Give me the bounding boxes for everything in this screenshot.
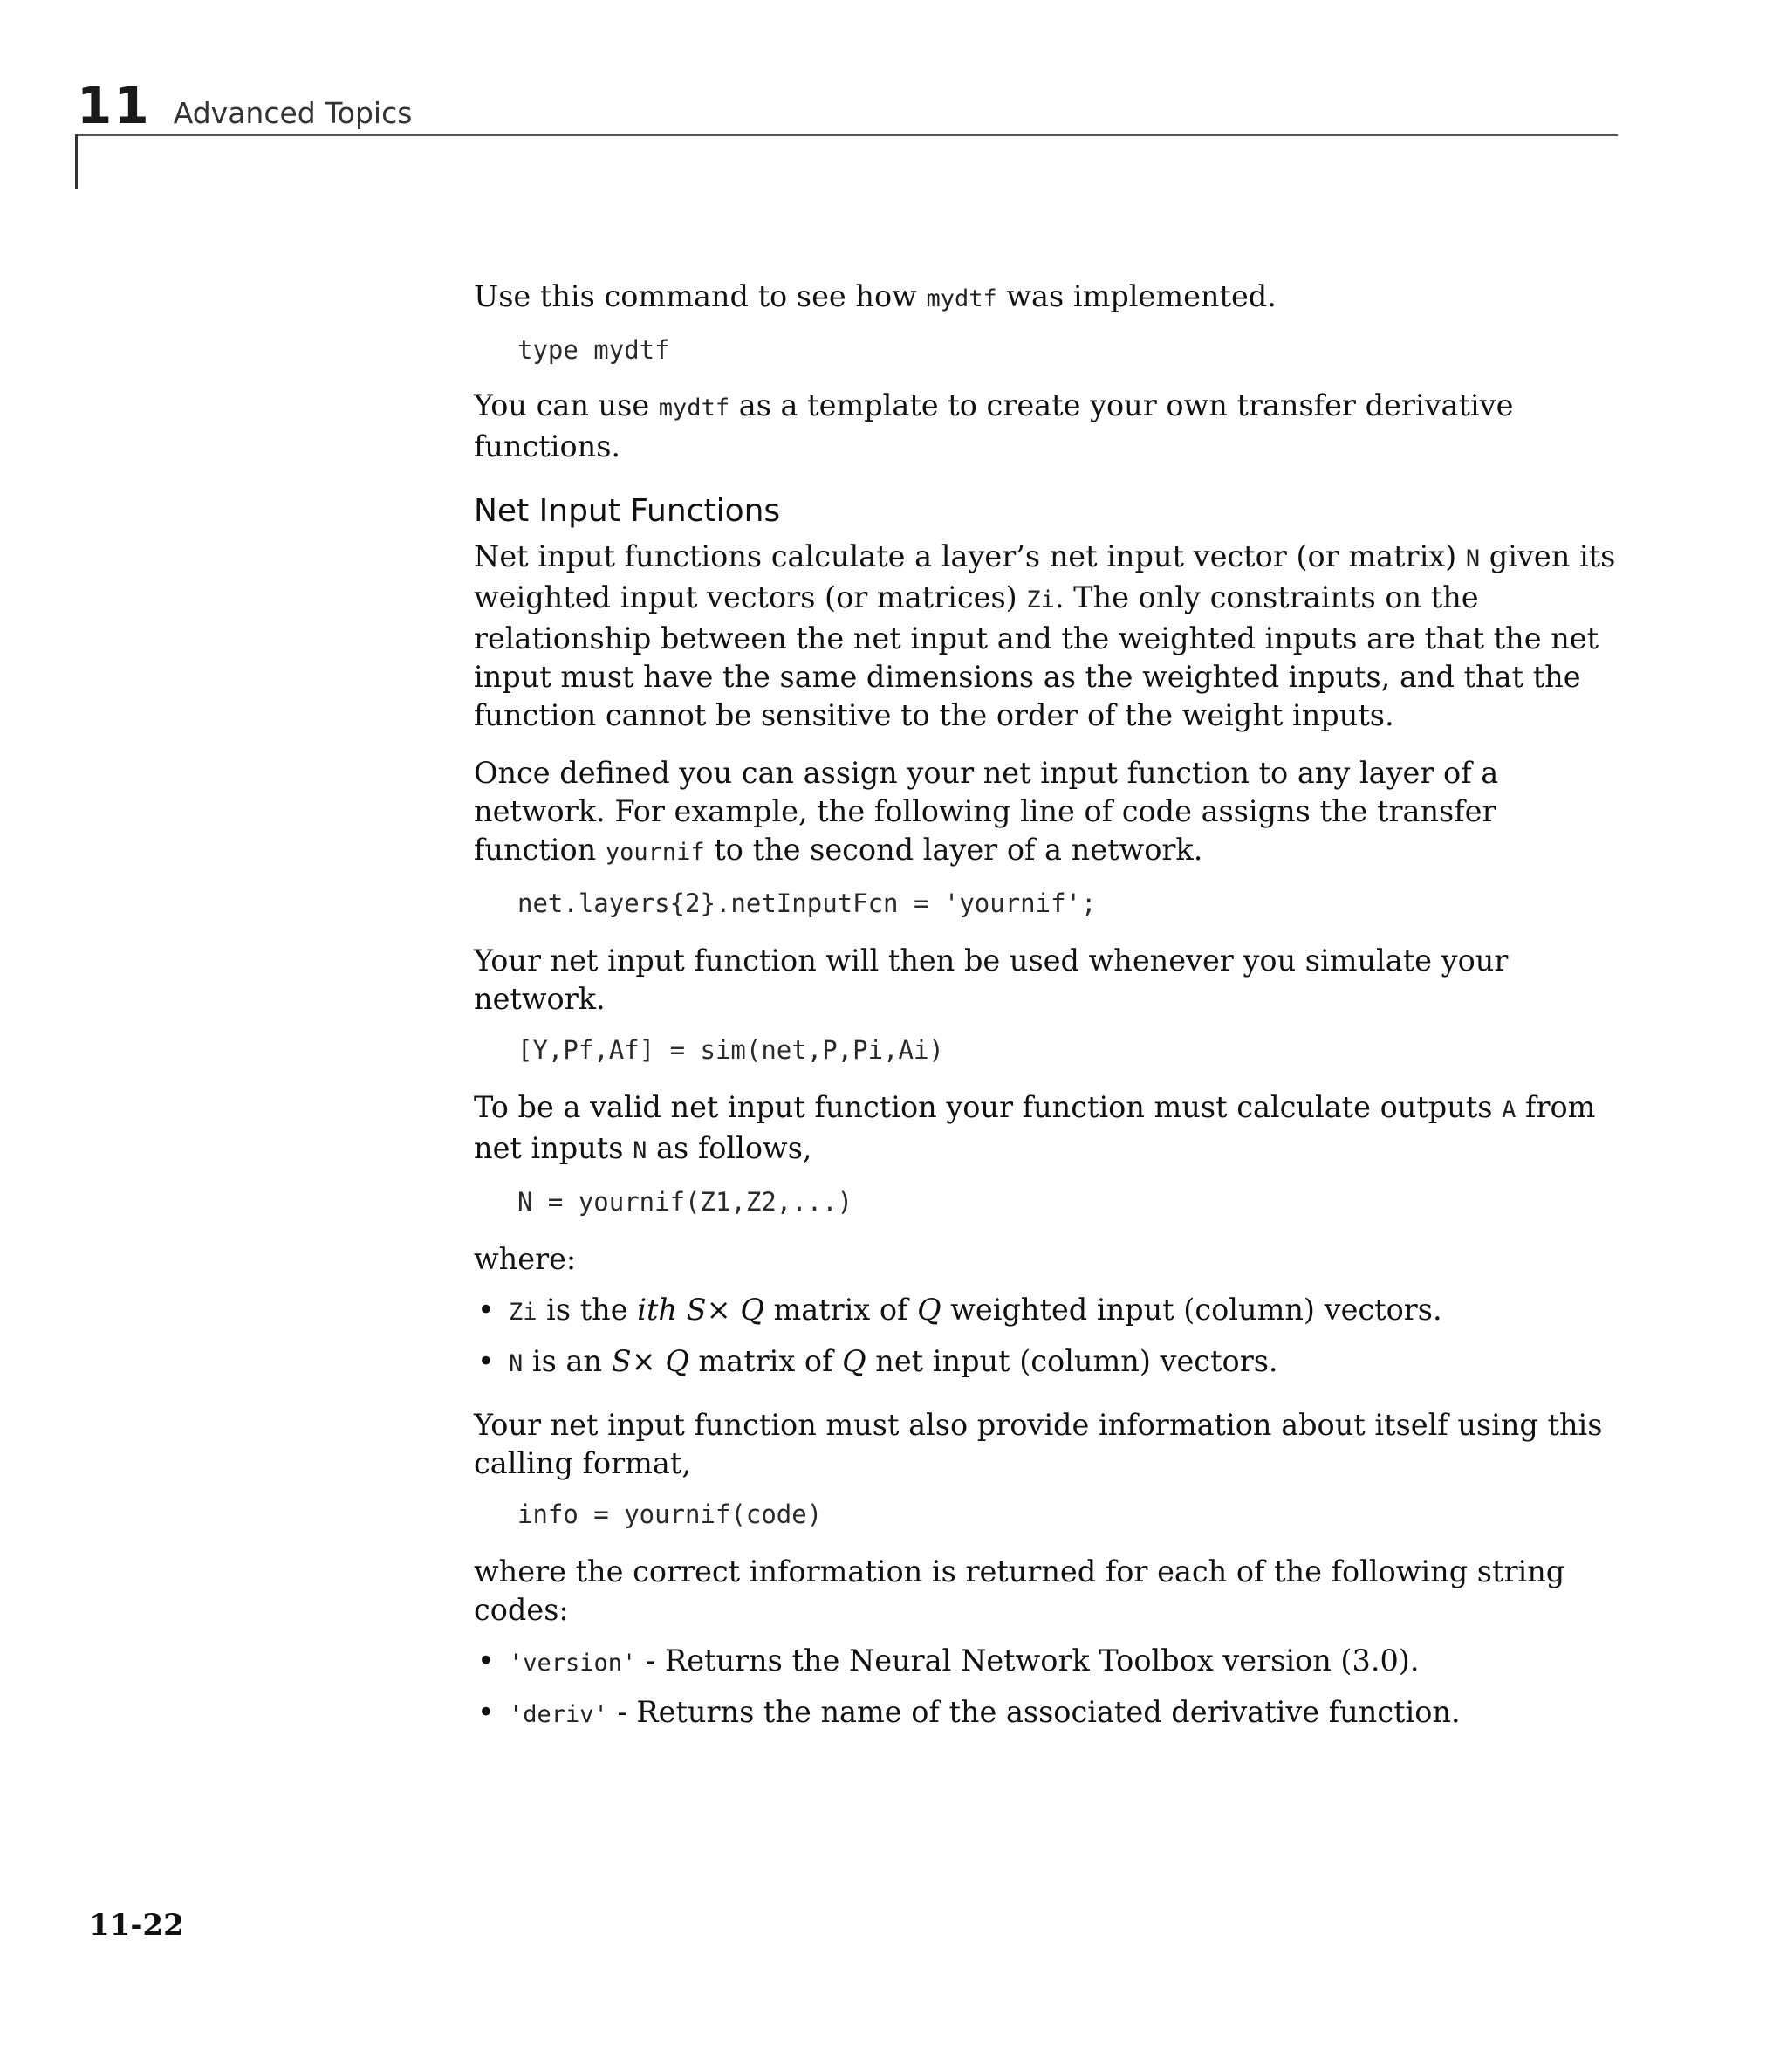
header-tick-mark — [75, 134, 78, 189]
bullet-list-string-codes — [474, 1642, 1626, 1734]
inline-code: N — [509, 1350, 524, 1377]
paragraph-simulate: Your net input function will then be used whenever you simulate your network. — [474, 943, 1509, 1016]
paragraph-use-command — [474, 278, 1626, 319]
code-block-type-mydtf: type mydtf — [517, 335, 670, 365]
text: as a template to create your own transfer derivative functions. — [474, 388, 1514, 463]
chapter-title: Advanced Topics — [173, 96, 413, 130]
paragraph-info-format: Your net input function must also provide information about itself using this calling format, — [474, 1408, 1603, 1480]
running-header — [77, 76, 413, 135]
math-ith: ith — [637, 1293, 677, 1327]
text: is an — [523, 1344, 612, 1378]
code-block-info: info = yournif(code) — [517, 1499, 823, 1529]
bullet-dot: • — [477, 1695, 495, 1729]
math-q: Q — [842, 1344, 866, 1378]
text: Use this command to see how — [474, 279, 927, 313]
paragraph-where: where: — [474, 1242, 577, 1276]
list-item — [474, 1291, 1626, 1332]
inline-code-zi: Zi — [1026, 587, 1055, 614]
math-s-times-q: S× Q — [686, 1293, 764, 1327]
text: weighted input (column) vectors. — [941, 1293, 1442, 1327]
text: was implemented. — [996, 279, 1277, 313]
text: as follows, — [647, 1131, 812, 1165]
text: - Returns the Neural Network Toolbox version (3.0). — [636, 1643, 1420, 1677]
page-number: 11-22 — [89, 1908, 184, 1943]
inline-code-yournif: yournif — [605, 839, 705, 866]
paragraph-once-defined — [474, 754, 1626, 872]
text: Once defined you can assign your net input function to any layer of a network. For example, the following line of code assigns the transfer function — [474, 756, 1499, 867]
math-q: Q — [917, 1293, 941, 1327]
paragraph-net-input-intro — [474, 538, 1626, 735]
text: matrix of — [688, 1344, 843, 1378]
text: given its weighted input vectors (or matrices) — [474, 539, 1616, 614]
code-block-net-layers: net.layers{2}.netInputFcn = 'yournif'; — [517, 888, 1097, 918]
bullet-dot: • — [477, 1293, 495, 1327]
paragraph-valid-function — [474, 1088, 1626, 1170]
bullet-dot: • — [477, 1344, 495, 1378]
inline-code: 'deriv' — [509, 1701, 608, 1728]
text: matrix of — [763, 1293, 918, 1327]
math-s-times-q: S× Q — [611, 1344, 689, 1378]
text: net input (column) vectors. — [866, 1344, 1278, 1378]
text: . The only constraints on the relationship between the net input and the weighted inputs are that the net input must have the same dimensions as the weighted inputs, and that the function cannot be sensitive to the order of the weight inputs. — [474, 580, 1599, 732]
list-item — [474, 1342, 1626, 1383]
bullet-list-definitions — [474, 1291, 1626, 1383]
inline-code: 'version' — [509, 1650, 637, 1677]
chapter-number: 11 — [77, 76, 151, 135]
paragraph-string-codes: where the correct information is returned for each of the following string codes: — [474, 1554, 1565, 1627]
code-block-yournif-call: N = yournif(Z1,Z2,...) — [517, 1187, 853, 1217]
section-heading: Net Input Functions — [474, 493, 781, 529]
code-block-sim: [Y,Pf,Af] = sim(net,P,Pi,Ai) — [517, 1035, 944, 1065]
inline-code-mydtf: mydtf — [658, 395, 730, 422]
paragraph-template — [474, 387, 1626, 466]
inline-code: Zi — [509, 1299, 537, 1326]
text: from net inputs — [474, 1090, 1596, 1165]
text: - Returns the name of the associated derivative function. — [607, 1695, 1461, 1729]
text: to the second layer of a network. — [704, 833, 1203, 867]
inline-code-mydtf: mydtf — [926, 285, 997, 312]
text: Net input functions calculate a layer’s net input vector (or matrix) — [474, 539, 1466, 573]
page-content — [474, 278, 1626, 1734]
text: is the — [537, 1293, 638, 1327]
inline-code-n: N — [633, 1137, 647, 1164]
header-rule — [75, 134, 1618, 136]
text: To be a valid net input function your function must calculate outputs — [474, 1090, 1503, 1124]
text: You can use — [474, 388, 659, 422]
list-item — [474, 1693, 1626, 1734]
list-item — [474, 1642, 1626, 1683]
bullet-dot: • — [477, 1643, 495, 1677]
inline-code-n: N — [1465, 545, 1481, 573]
inline-code-a: A — [1502, 1096, 1517, 1123]
